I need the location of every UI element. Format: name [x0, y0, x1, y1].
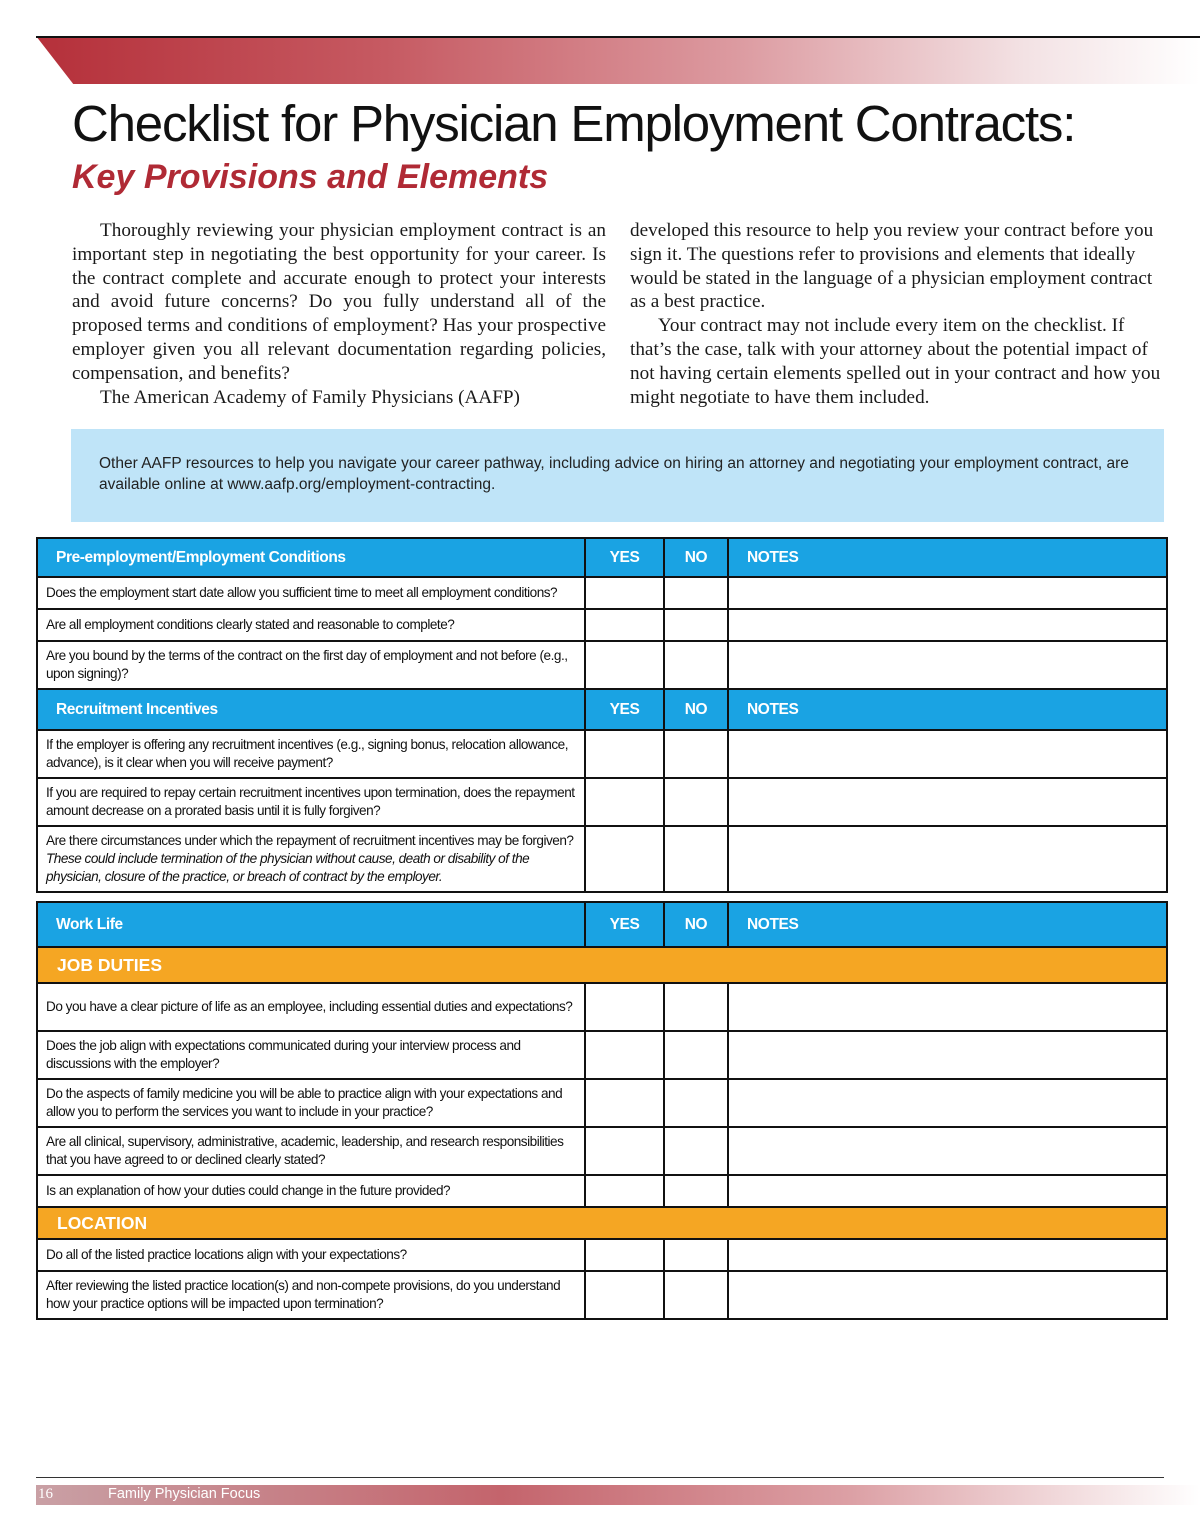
notes-cell[interactable] [728, 826, 1167, 892]
top-rule [36, 36, 1200, 38]
table-row [37, 1175, 1167, 1207]
table-row [37, 778, 1167, 826]
no-checkbox-cell[interactable] [664, 1079, 728, 1127]
no-checkbox-cell[interactable] [664, 1239, 728, 1271]
subsection-row-location [37, 1207, 1167, 1239]
resources-info-box [71, 429, 1164, 522]
yes-checkbox-cell[interactable] [585, 577, 664, 609]
table-row [37, 609, 1167, 641]
section-title: Pre-employment/Employment Conditions [37, 538, 585, 577]
checklist-table-pre-employment [36, 537, 1168, 893]
intro-paragraph: developed this resource to help you review your contract before you sign it. The questions refer to provisions and elements that ideally would be stated in the language of a physician employment contract as a best practice. [630, 220, 1154, 313]
notes-cell[interactable] [728, 778, 1167, 826]
table-header-row [37, 689, 1167, 730]
notes-cell[interactable] [728, 1175, 1167, 1207]
question-text: Are you bound by the terms of the contract on the first day of employment and not before (e.g., upon signing)? [37, 641, 585, 689]
section-title: Work Life [37, 902, 585, 947]
no-checkbox-cell[interactable] [664, 778, 728, 826]
table-row [37, 730, 1167, 778]
yes-checkbox-cell[interactable] [585, 1239, 664, 1271]
no-column-header: NO [664, 689, 728, 730]
question-text [37, 826, 585, 892]
intro-paragraph: The American Academy of Family Physicians (AAFP) [100, 386, 520, 408]
table-row [37, 641, 1167, 689]
question-text: Is an explanation of how your duties could change in the future provided? [37, 1175, 585, 1207]
subsection-title: JOB DUTIES [37, 947, 1167, 983]
question-main-text: Are there circumstances under which the repayment of recruitment incentives may be forgiven? [46, 833, 574, 848]
notes-column-header: NOTES [728, 689, 1167, 730]
yes-checkbox-cell[interactable] [585, 1079, 664, 1127]
table-row [37, 1127, 1167, 1175]
yes-checkbox-cell[interactable] [585, 1127, 664, 1175]
table-row [37, 826, 1167, 892]
question-text: Are all clinical, supervisory, administrative, academic, leadership, and research responsibilities that you have agreed to or declined clearly stated? [37, 1127, 585, 1175]
notes-cell[interactable] [728, 1079, 1167, 1127]
question-text: Does the employment start date allow you sufficient time to meet all employment conditions? [37, 577, 585, 609]
notes-cell[interactable] [728, 1271, 1167, 1319]
no-checkbox-cell[interactable] [664, 1127, 728, 1175]
notes-column-header: NOTES [728, 538, 1167, 577]
notes-cell[interactable] [728, 577, 1167, 609]
notes-cell[interactable] [728, 1031, 1167, 1079]
table-header-row [37, 538, 1167, 577]
question-text: Do the aspects of family medicine you will be able to practice align with your expectations and allow you to perform the services you want to include in your practice? [37, 1079, 585, 1127]
notes-cell[interactable] [728, 983, 1167, 1031]
no-checkbox-cell[interactable] [664, 609, 728, 641]
notes-cell[interactable] [728, 641, 1167, 689]
yes-checkbox-cell[interactable] [585, 1175, 664, 1207]
yes-column-header: YES [585, 902, 664, 947]
table-row [37, 983, 1167, 1031]
yes-checkbox-cell[interactable] [585, 826, 664, 892]
question-text: Are all employment conditions clearly stated and reasonable to complete? [37, 609, 585, 641]
table-row [37, 1239, 1167, 1271]
yes-checkbox-cell[interactable] [585, 1031, 664, 1079]
table-row [37, 1271, 1167, 1319]
question-text: If you are required to repay certain recruitment incentives upon termination, does the repayment amount decrease on a prorated basis until it is fully forgiven? [37, 778, 585, 826]
notes-cell[interactable] [728, 609, 1167, 641]
question-text: After reviewing the listed practice location(s) and non-compete provisions, do you understand how your practice options will be impacted upon termination? [37, 1271, 585, 1319]
no-checkbox-cell[interactable] [664, 1271, 728, 1319]
page-subtitle: Key Provisions and Elements [72, 158, 549, 196]
notes-cell[interactable] [728, 1239, 1167, 1271]
notes-column-header: NOTES [728, 902, 1167, 947]
no-column-header: NO [664, 902, 728, 947]
question-text: If the employer is offering any recruitment incentives (e.g., signing bonus, relocation allowance, advance), is it clear when you will receive payment? [37, 730, 585, 778]
intro-paragraph: Your contract may not include every item on the checklist. If that’s the case, talk with your attorney about the potential impact of not having certain elements spelled out in your contract and how you might negotiate to have them included. [630, 315, 1161, 408]
no-checkbox-cell[interactable] [664, 1031, 728, 1079]
table-header-row [37, 902, 1167, 947]
top-decorative-band [36, 36, 1200, 84]
question-note-italic: These could include termination of the physician without cause, death or disability of the physician, closure of the practice, or breach of contract by the employer. [46, 851, 530, 884]
notes-cell[interactable] [728, 1127, 1167, 1175]
no-checkbox-cell[interactable] [664, 1175, 728, 1207]
yes-column-header: YES [585, 689, 664, 730]
yes-checkbox-cell[interactable] [585, 641, 664, 689]
yes-checkbox-cell[interactable] [585, 1271, 664, 1319]
checklist-table-work-life [36, 901, 1168, 1320]
question-text: Do you have a clear picture of life as an employee, including essential duties and expectations? [37, 983, 585, 1031]
no-checkbox-cell[interactable] [664, 577, 728, 609]
question-text: Do all of the listed practice locations align with your expectations? [37, 1239, 585, 1271]
intro-paragraph: Thoroughly reviewing your physician employment contract is an important step in negotiating the best opportunity for your career. Is the contract complete and accurate enough to protect your interests and avoid future concerns? Do you fully understand all of the proposed terms and conditions of employment? Has your prospective employer given you all relevant documentation regarding policies, compensation, and benefits? [72, 220, 606, 384]
no-checkbox-cell[interactable] [664, 983, 728, 1031]
yes-checkbox-cell[interactable] [585, 778, 664, 826]
no-checkbox-cell[interactable] [664, 826, 728, 892]
footer-rule [36, 1477, 1164, 1478]
no-column-header: NO [664, 538, 728, 577]
subsection-row-job-duties [37, 947, 1167, 983]
page-title: Checklist for Physician Employment Contracts: [72, 95, 1076, 152]
yes-column-header: YES [585, 538, 664, 577]
page-number: 16 [38, 1486, 53, 1502]
intro-left-column [72, 219, 606, 409]
section-title: Recruitment Incentives [37, 689, 585, 730]
yes-checkbox-cell[interactable] [585, 609, 664, 641]
intro-right-column [630, 219, 1165, 409]
table-row [37, 1031, 1167, 1079]
table-row [37, 1079, 1167, 1127]
publication-name: Family Physician Focus [108, 1486, 261, 1502]
yes-checkbox-cell[interactable] [585, 983, 664, 1031]
yes-checkbox-cell[interactable] [585, 730, 664, 778]
resources-text: Other AAFP resources to help you navigate your career pathway, including advice on hiring an attorney and negotiating your employment contract, are available online at www.aafp.org/employment-contracting. [99, 455, 1129, 493]
notes-cell[interactable] [728, 730, 1167, 778]
question-text: Does the job align with expectations communicated during your interview process and discussions with the employer? [37, 1031, 585, 1079]
no-checkbox-cell[interactable] [664, 641, 728, 689]
table-row [37, 577, 1167, 609]
no-checkbox-cell[interactable] [664, 730, 728, 778]
subsection-title: LOCATION [37, 1207, 1167, 1239]
